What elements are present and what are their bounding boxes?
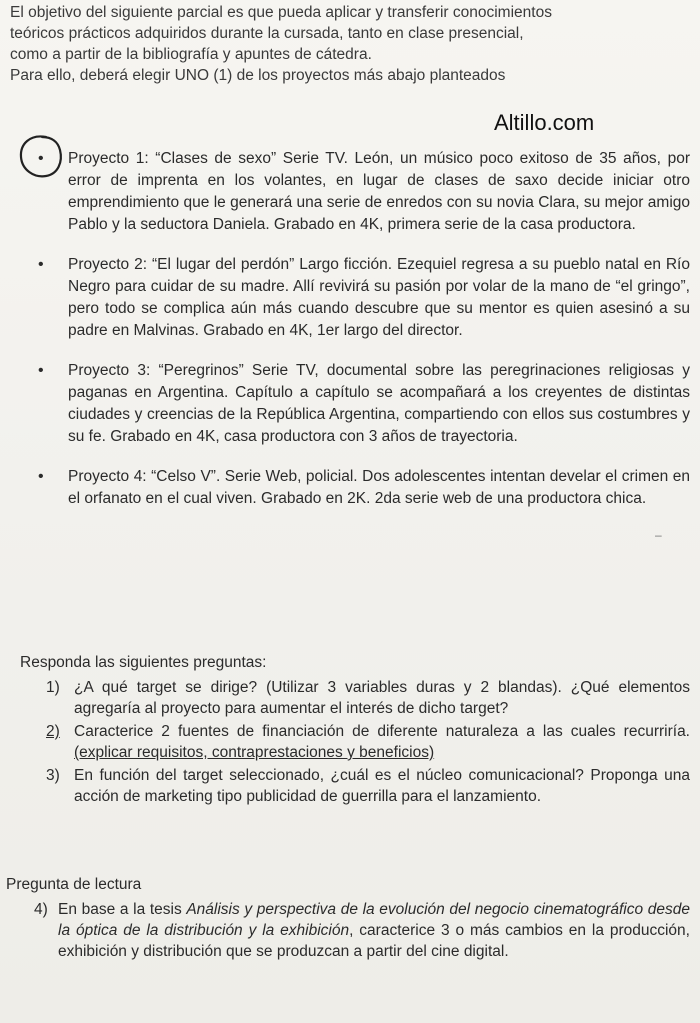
watermark-text: Altillo.com	[494, 110, 595, 135]
bullet-icon: •	[38, 468, 44, 485]
intro-line-4: Para ello, deberá elegir UNO (1) de los proyectos más abajo planteados	[10, 67, 506, 84]
intro-line-1: El objetivo del siguiente parcial es que pueda aplicar y transferir conocimientos	[10, 4, 552, 21]
reading-text-post: , caracterice 3 o más cambios en la producción, exhibición y distribución que se produzcan a partir del cine digital.	[58, 922, 690, 960]
intro-paragraph	[10, 2, 695, 86]
project-item-1	[30, 148, 690, 236]
question-text: Caracterice 2 fuentes de financiación de diferente naturaleza a las cuales recurriría.	[74, 723, 690, 740]
stray-mark: –	[655, 528, 662, 542]
questions-heading: Responda las siguientes preguntas:	[20, 654, 267, 671]
reading-heading: Pregunta de lectura	[6, 876, 142, 893]
question-number: 2)	[46, 723, 60, 740]
bullet-icon: •	[38, 256, 44, 273]
question-number: 3)	[46, 767, 60, 784]
reading-section	[6, 874, 690, 964]
projects-list	[30, 148, 690, 528]
questions-list	[20, 677, 690, 807]
project-item-3	[30, 360, 690, 448]
question-text: ¿A qué target se dirige? (Utilizar 3 variables duras y 2 blandas). ¿Qué elementos agregaría al proyecto para aumentar el interés de dicho target?	[74, 679, 690, 717]
reading-text-pre: En base a la tesis	[58, 901, 187, 918]
project-text: Proyecto 4: “Celso V”. Serie Web, policial. Dos adolescentes intentan develar el crimen en el orfanato en el cual viven. Grabado en 2K. 2da serie web de una productora chica.	[68, 468, 690, 507]
intro-line-3: como a partir de la bibliografía y apuntes de cátedra.	[10, 46, 372, 63]
question-item-2	[20, 721, 690, 763]
question-item-3	[20, 765, 690, 807]
question-underlined-note: (explicar requisitos, contraprestaciones y beneficios)	[74, 744, 435, 761]
reading-question	[6, 899, 690, 962]
intro-line-2: teóricos prácticos adquiridos durante la cursada, tanto en clase presencial,	[10, 25, 524, 42]
bullet-icon: •	[38, 362, 44, 379]
questions-section	[20, 652, 690, 809]
question-item-1	[20, 677, 690, 719]
question-number: 4)	[34, 901, 48, 918]
bullet-icon: •	[38, 150, 44, 167]
project-text: Proyecto 2: “El lugar del perdón” Largo ficción. Ezequiel regresa a su pueblo natal en Río Negro para cuidar de su madre. Allí revivirá su pasión por volar de la mano de “el gringo”, pero todo se complica aún más cuando descubre que su mentor es quien asesinó a su padre en Malvinas. Grabado en 4K, 1er largo del director.	[68, 256, 690, 339]
project-text: Proyecto 1: “Clases de sexo” Serie TV. León, un músico poco exitoso de 35 años, por error de imprenta en los volantes, en lugar de clases de saxo decide iniciar otro emprendimiento que le generará una serie de enredos con su novia Clara, su mejor amigo Pablo y la seductora Daniela. Grabado en 4K, primera serie de la casa productora.	[68, 150, 690, 233]
project-item-2	[30, 254, 690, 342]
question-text: En función del target seleccionado, ¿cuál es el núcleo comunicacional? Proponga una acción de marketing tipo publicidad de guerrilla para el lanzamiento.	[74, 767, 690, 805]
thesis-title: Análisis y perspectiva de la evolución del negocio cinematográfico desde la óptica de la distribución y la exhibición	[58, 901, 690, 939]
project-text: Proyecto 3: “Peregrinos” Serie TV, documental sobre las peregrinaciones religiosas y paganas en Argentina. Capítulo a capítulo se acompañará a los creyentes de distintas ciudades y creencias de la República Argentina, compartiendo con ellos sus costumbres y su fe. Grabado en 4K, casa productora con 3 años de trayectoria.	[68, 362, 690, 445]
project-item-4	[30, 466, 690, 510]
question-number: 1)	[46, 679, 60, 696]
